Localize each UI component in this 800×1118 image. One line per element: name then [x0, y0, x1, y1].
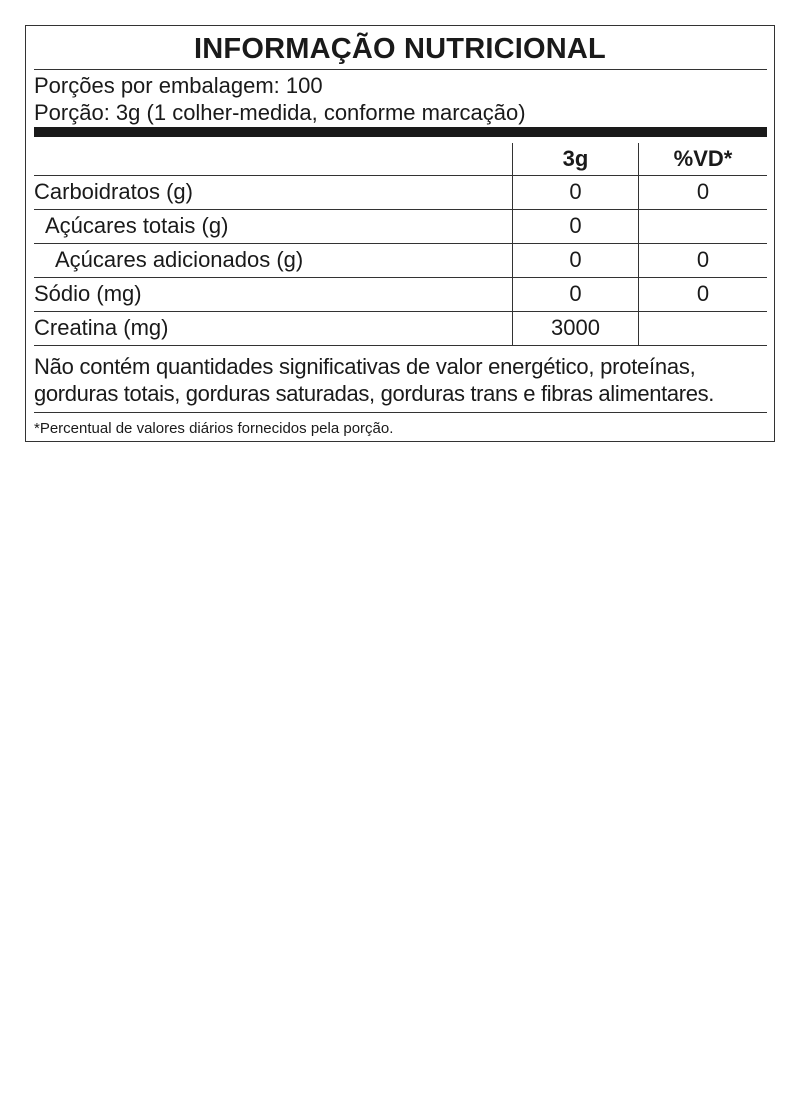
nutrient-dv: 0: [696, 247, 710, 272]
divider: [34, 69, 767, 70]
serving-size: Porção: 3g (1 colher-medida, conforme marcação): [34, 100, 526, 125]
nutrient-label: Açúcares adicionados (g): [55, 247, 304, 272]
row-divider: [34, 209, 767, 210]
row-divider: [34, 311, 767, 312]
nutrient-label: Carboidratos (g): [34, 179, 193, 204]
nutrient-amount: 0: [569, 281, 582, 306]
label-title: INFORMAÇÃO NUTRICIONAL: [194, 33, 606, 65]
row-divider: [34, 345, 767, 346]
nutrient-label: Creatina (mg): [34, 315, 169, 340]
column-divider: [638, 143, 639, 345]
servings-per-package: Porções por embalagem: 100: [34, 73, 323, 98]
column-header-dv: %VD*: [673, 146, 733, 171]
nutrition-facts-label: [25, 25, 775, 442]
nutrient-amount: 3000: [551, 315, 600, 340]
disclaimer-line-1: Não contém quantidades significativas de valor energético, proteínas,: [34, 354, 696, 379]
row-divider: [34, 277, 767, 278]
thick-divider: [34, 127, 767, 137]
divider: [34, 412, 767, 413]
disclaimer-line-2: gorduras totais, gorduras saturadas, gorduras trans e fibras alimentares.: [34, 381, 715, 406]
row-divider: [34, 243, 767, 244]
nutrient-dv: 0: [696, 179, 710, 204]
nutrient-label: Açúcares totais (g): [45, 213, 229, 238]
footnote: *Percentual de valores diários fornecidos pela porção.: [34, 420, 394, 437]
nutrient-amount: 0: [569, 179, 582, 204]
nutrient-dv: 0: [696, 281, 710, 306]
nutrient-amount: 0: [569, 247, 582, 272]
nutrient-amount: 0: [569, 213, 582, 238]
nutrient-label: Sódio (mg): [34, 281, 142, 306]
column-header-amount: 3g: [562, 146, 589, 171]
row-divider: [34, 175, 767, 176]
